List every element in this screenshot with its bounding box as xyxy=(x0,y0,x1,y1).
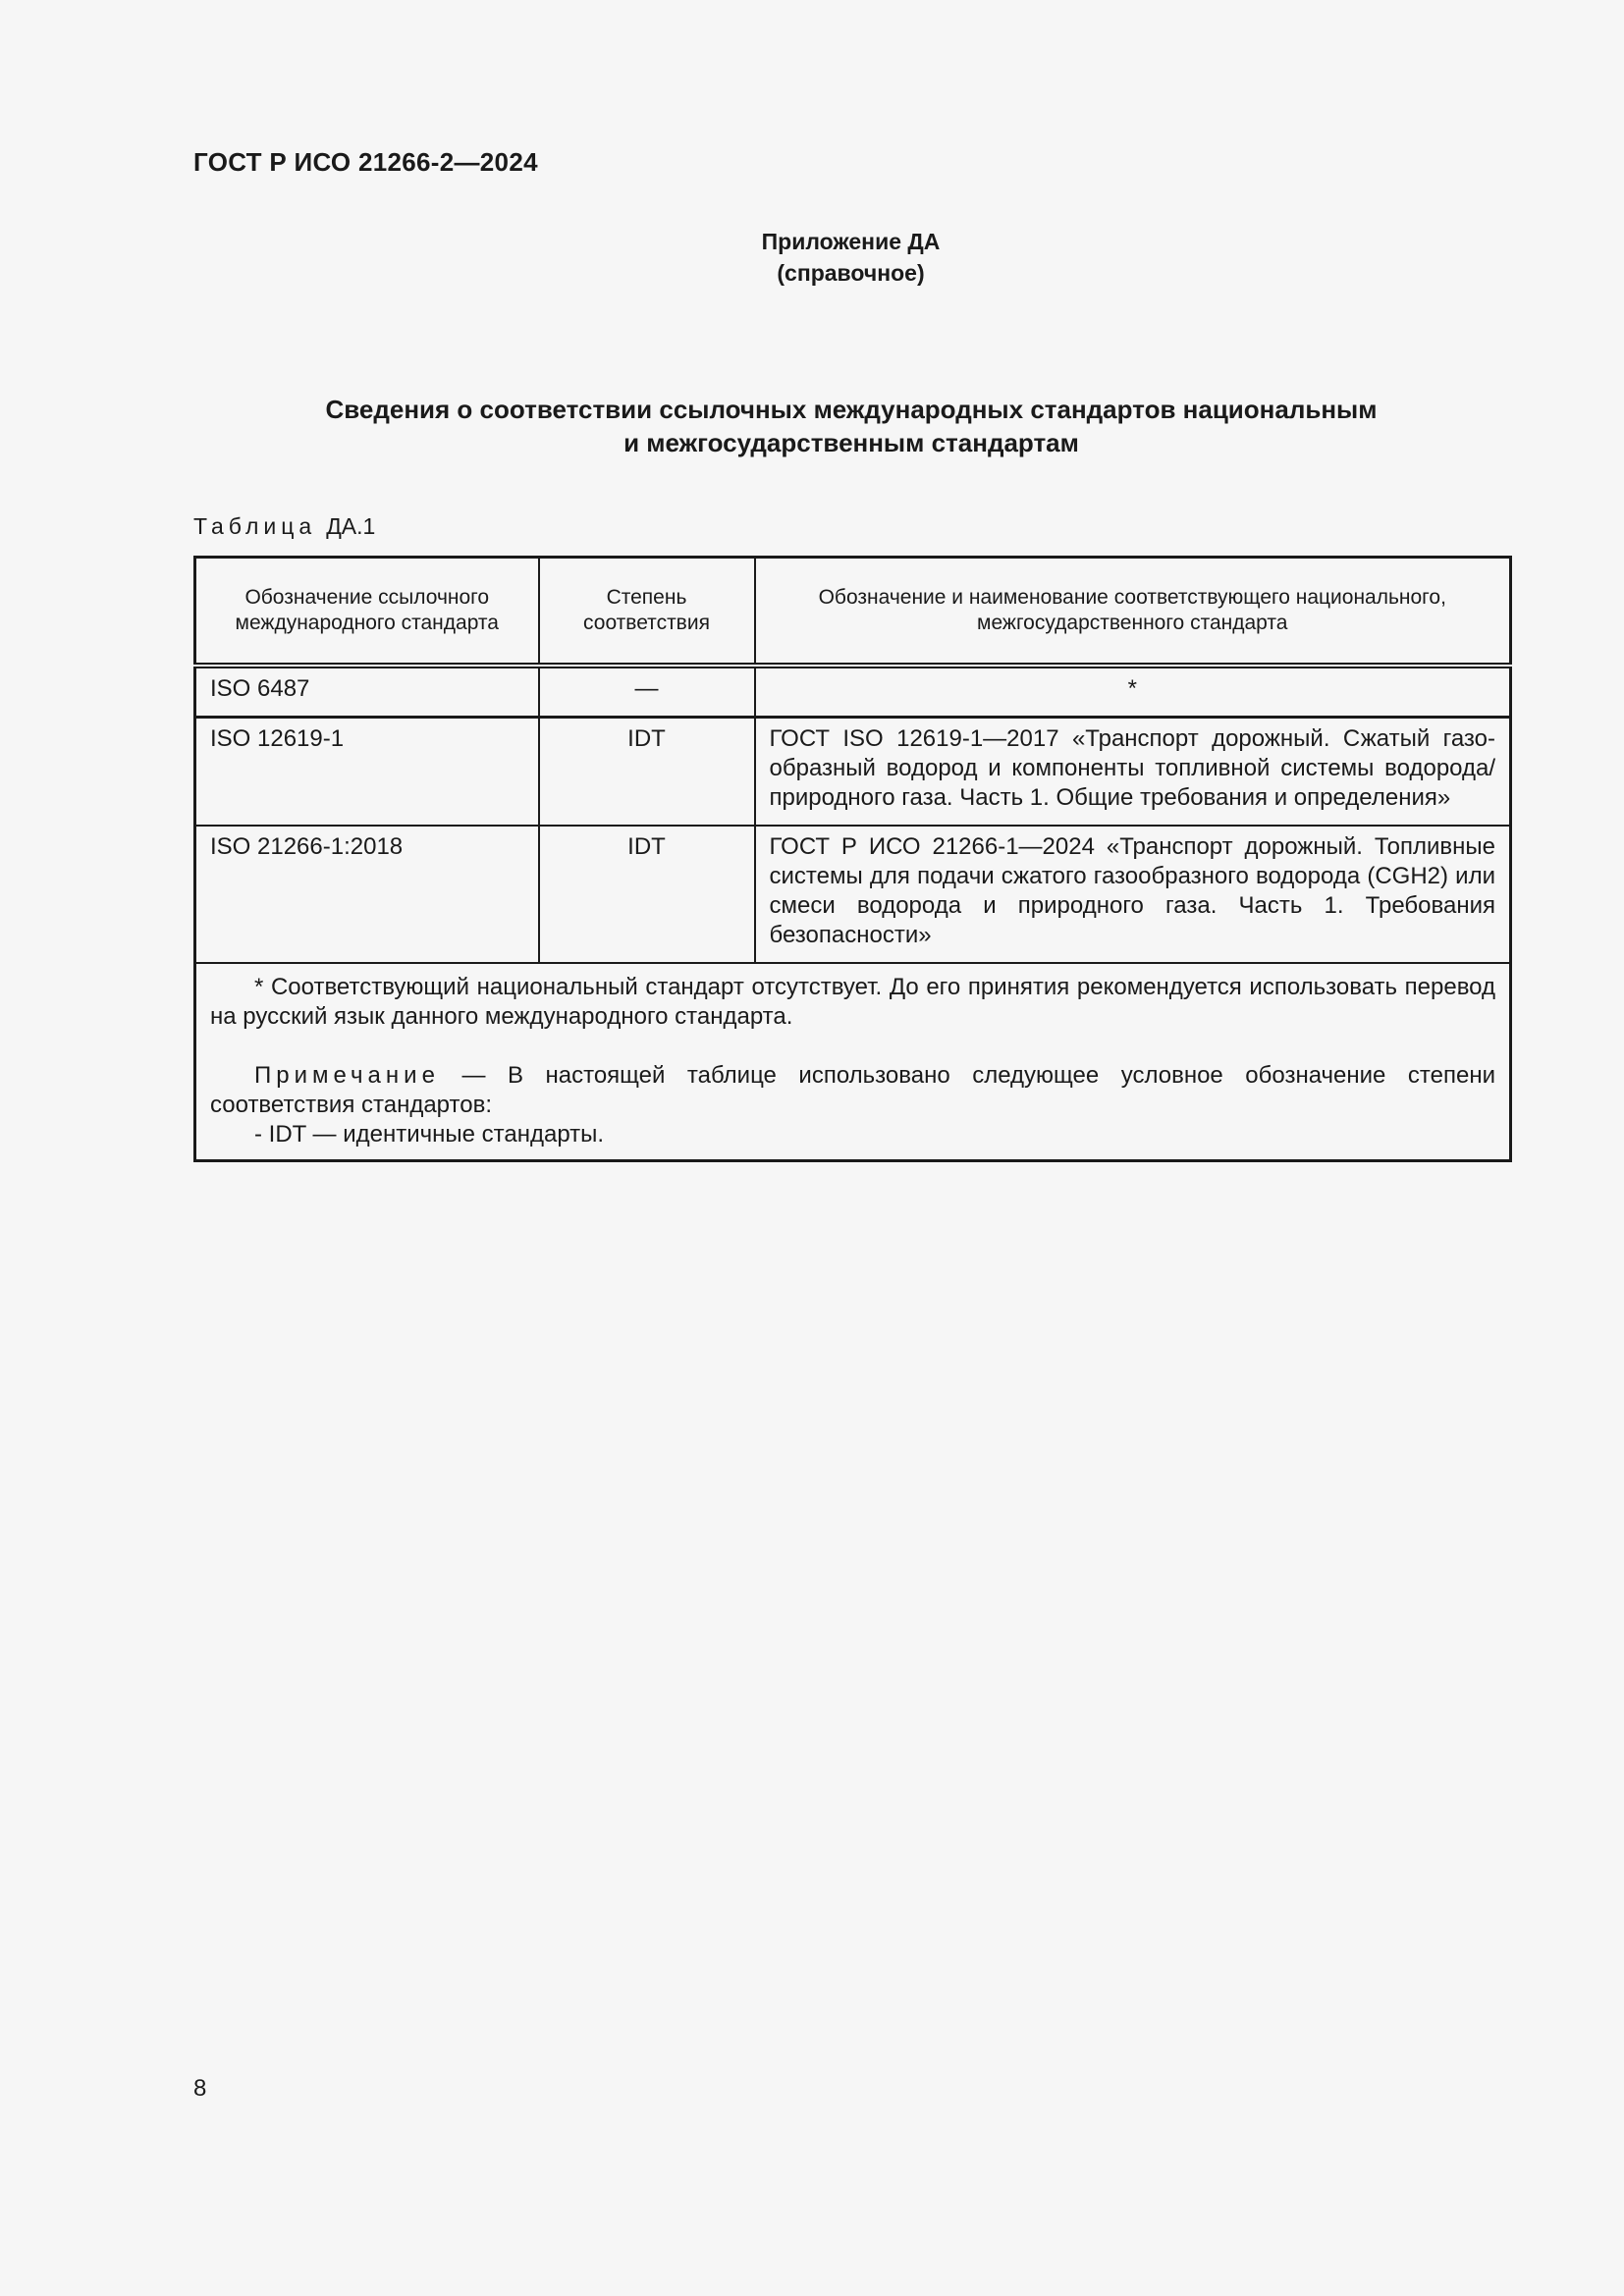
table-caption xyxy=(193,513,375,540)
cell-degree: — xyxy=(539,666,755,718)
cell-degree: IDT xyxy=(539,826,755,963)
notes-spacer xyxy=(210,1032,1495,1061)
section-title-line-2: и межгосударственным стандартам xyxy=(623,428,1079,457)
annex-heading xyxy=(0,226,1624,289)
table-footnote: * Соответствующий национальный стандарт отсутствует. До его принятия рекомендуется использовать перевод на русский язык данного международного стандарта. xyxy=(210,974,1495,1030)
table-note xyxy=(210,1061,1495,1120)
column-header-reference: Обозначение ссылочного международного стандарта xyxy=(195,558,539,667)
table-notes-cell xyxy=(195,963,1511,1161)
annex-kind: (справочное) xyxy=(777,260,925,286)
table-header-row xyxy=(195,558,1511,667)
cell-reference: ISO 12619-1 xyxy=(195,718,539,827)
page-number: 8 xyxy=(193,2075,207,2102)
note-text: — В настоящей таблице использовано следующее условное обозначение степени соответствия стандартов: xyxy=(210,1062,1495,1118)
cell-degree: IDT xyxy=(539,718,755,827)
table-notes-row xyxy=(195,963,1511,1161)
table-row xyxy=(195,666,1511,718)
column-header-degree: Степень соответствия xyxy=(539,558,755,667)
annex-title: Приложение ДА xyxy=(761,229,941,254)
note-label: Примечание xyxy=(254,1062,440,1089)
cell-reference: ISO 6487 xyxy=(195,666,539,718)
cell-national: * xyxy=(755,666,1511,718)
section-title xyxy=(193,393,1509,459)
table-row xyxy=(195,826,1511,963)
table-caption-word: Таблица xyxy=(193,513,317,539)
section-title-line-1: Сведения о соответствии ссылочных международных стандартов национальным xyxy=(325,395,1378,424)
column-header-national: Обозначение и наименование соответствующего национального, межгосударственного стандарта xyxy=(755,558,1511,667)
note-item: - IDT — идентичные стандарты. xyxy=(254,1121,605,1148)
table-caption-id: ДА.1 xyxy=(326,513,376,539)
table-row xyxy=(195,718,1511,827)
correspondence-table xyxy=(193,556,1512,1162)
cell-national: ГОСТ ISO 12619-1—2017 «Транспорт дорожный. Сжатый газо-образный водород и компоненты топливной системы водорода/природного газа. Часть 1. Общие требования и определения» xyxy=(755,718,1511,827)
cell-national: ГОСТ Р ИСО 21266-1—2024 «Транспорт дорожный. Топливные системы для подачи сжатого газообразного водорода (CGH2) или смеси водорода и природного газа. Часть 1. Требования безопасности» xyxy=(755,826,1511,963)
document-code: ГОСТ Р ИСО 21266-2—2024 xyxy=(193,147,538,177)
cell-reference: ISO 21266-1:2018 xyxy=(195,826,539,963)
